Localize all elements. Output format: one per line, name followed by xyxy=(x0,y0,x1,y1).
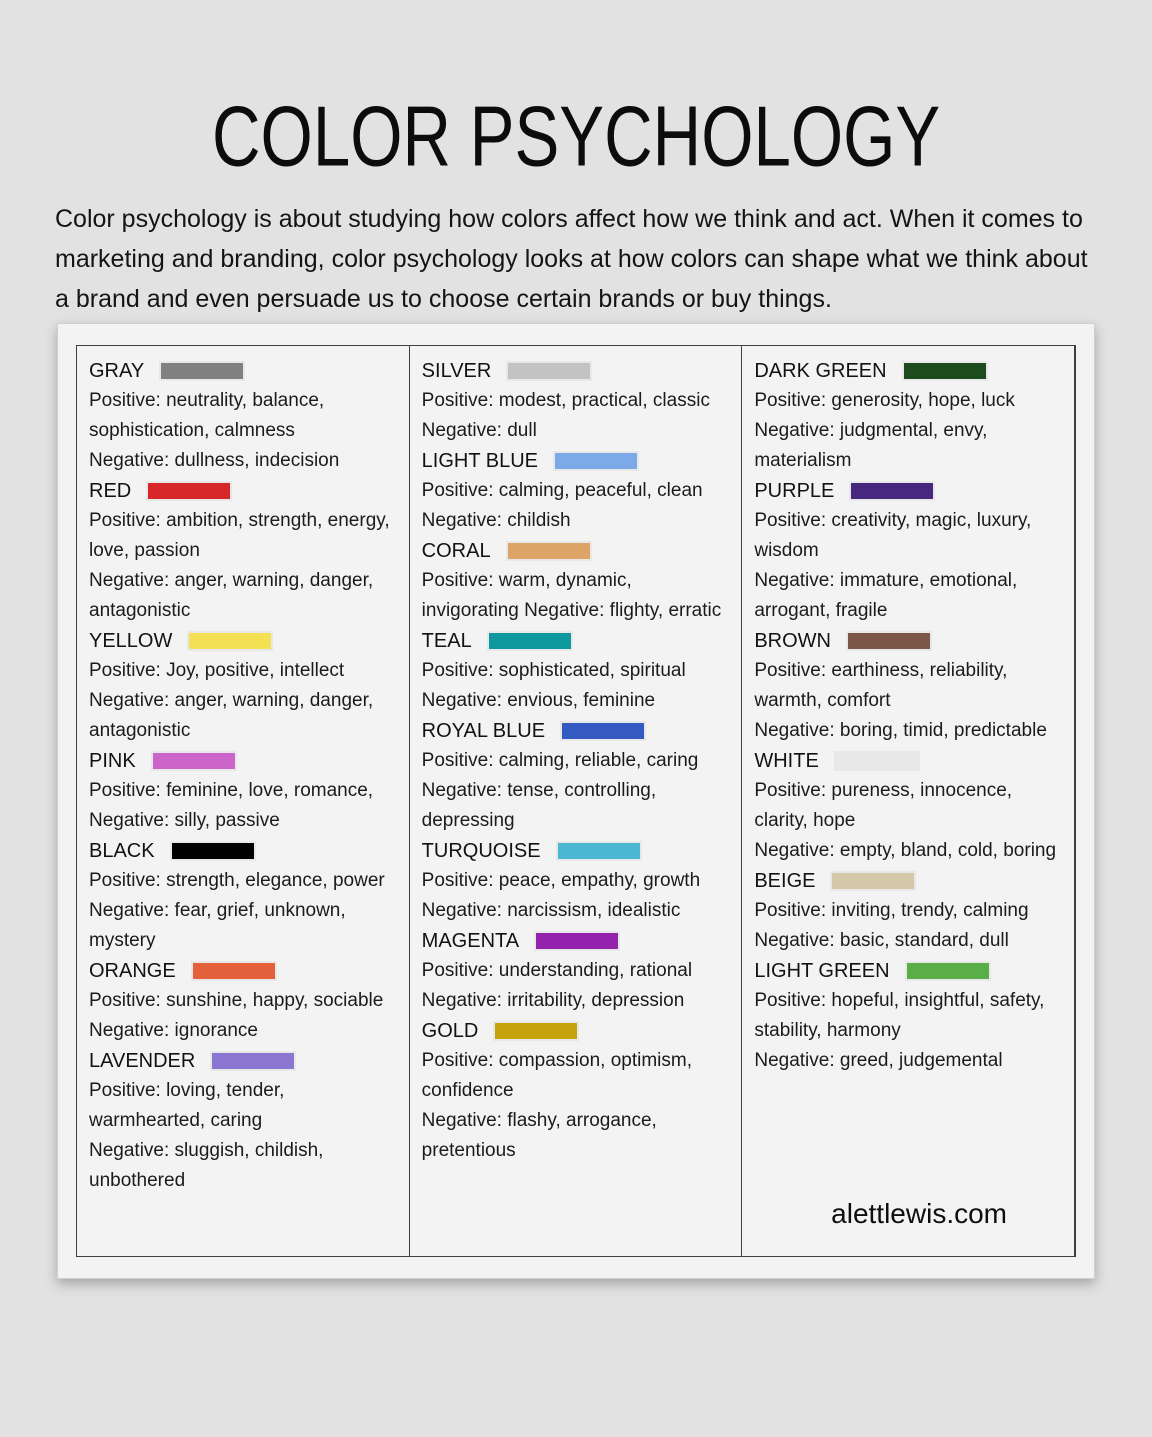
color-entry xyxy=(754,866,1064,956)
color-entry xyxy=(422,836,732,926)
color-description: Positive: sunshine, happy, sociable Negative: ignorance xyxy=(89,990,384,1041)
color-entry-header xyxy=(89,746,399,776)
color-entry xyxy=(422,536,732,626)
color-entry xyxy=(89,356,399,476)
color-description: Positive: modest, practical, classic Negative: dull xyxy=(421,390,710,441)
color-entry xyxy=(422,926,732,1016)
color-name: MAGENTA xyxy=(421,930,520,952)
color-entry xyxy=(754,626,1064,746)
color-entry-header xyxy=(89,626,399,656)
color-name: LIGHT GREEN xyxy=(754,960,890,982)
color-psychology-card xyxy=(57,323,1095,1279)
color-swatch xyxy=(151,751,237,771)
color-swatch xyxy=(849,481,935,501)
color-swatch xyxy=(187,631,273,651)
swatch-column xyxy=(742,346,1075,1256)
color-name: GOLD xyxy=(421,1020,479,1042)
color-name: PURPLE xyxy=(754,480,835,502)
color-entry xyxy=(89,956,399,1046)
color-entry-header xyxy=(422,926,732,956)
color-name: LAVENDER xyxy=(89,1050,196,1072)
color-name: ORANGE xyxy=(89,960,176,982)
color-description: Positive: ambition, strength, energy, love, passion Negative: anger, warning, danger, antagonistic xyxy=(89,510,390,621)
color-description: Positive: peace, empathy, growth Negative: narcissism, idealistic xyxy=(421,870,701,921)
color-name: TURQUOISE xyxy=(421,840,541,862)
color-entry-header xyxy=(754,866,1064,896)
color-swatch xyxy=(506,361,592,381)
color-name: CORAL xyxy=(421,540,491,562)
color-swatch xyxy=(556,841,642,861)
color-entry-header xyxy=(754,476,1064,506)
color-entry xyxy=(754,476,1064,626)
color-name: BEIGE xyxy=(754,870,816,892)
color-entry-header xyxy=(422,836,732,866)
color-entry-header xyxy=(89,956,399,986)
color-entry xyxy=(754,956,1064,1076)
color-entry-header xyxy=(422,716,732,746)
color-description: Positive: feminine, love, romance, Negative: silly, passive xyxy=(89,780,374,831)
color-swatch xyxy=(159,361,245,381)
page-title-wrap xyxy=(0,88,1152,185)
color-description: Positive: inviting, trendy, calming Negative: basic, standard, dull xyxy=(754,900,1029,951)
color-name: PINK xyxy=(89,750,136,772)
color-entry xyxy=(422,356,732,446)
color-description: Positive: generosity, hope, luck Negative: judgmental, envy, materialism xyxy=(754,390,1015,471)
color-swatch xyxy=(210,1051,296,1071)
color-description: Positive: loving, tender, warmhearted, caring Negative: sluggish, childish, unbothered xyxy=(89,1080,324,1191)
color-swatch xyxy=(506,541,592,561)
color-description: Positive: creativity, magic, luxury, wisdom Negative: immature, emotional, arrogant, fragile xyxy=(754,510,1032,621)
color-description: Positive: strength, elegance, power Negative: fear, grief, unknown, mystery xyxy=(89,870,385,951)
color-entry-header xyxy=(422,446,732,476)
color-swatch xyxy=(534,931,620,951)
color-name: DARK GREEN xyxy=(754,360,887,382)
color-description: Positive: calming, reliable, caring Negative: tense, controlling, depressing xyxy=(421,750,699,831)
color-description: Positive: compassion, optimism, confidence Negative: flashy, arrogance, pretentious xyxy=(421,1050,692,1161)
color-entry xyxy=(89,476,399,626)
color-name: BLACK xyxy=(89,840,155,862)
color-entry xyxy=(89,1046,399,1196)
color-name: GRAY xyxy=(89,360,145,382)
color-entry-header xyxy=(754,356,1064,386)
color-description: Positive: warm, dynamic, invigorating Negative: flighty, erratic xyxy=(421,570,722,621)
color-entry xyxy=(89,746,399,836)
color-name: ROYAL BLUE xyxy=(421,720,546,742)
color-description: Positive: earthiness, reliability, warmth, comfort Negative: boring, timid, predictable xyxy=(754,660,1047,741)
color-description: Positive: Joy, positive, intellect Negative: anger, warning, danger, antagonistic xyxy=(89,660,374,741)
color-description: Positive: calming, peaceful, clean Negative: childish xyxy=(421,480,703,531)
color-entry-header xyxy=(754,746,1064,776)
color-name: SILVER xyxy=(421,360,492,382)
color-entry-header xyxy=(754,626,1064,656)
color-entry-header xyxy=(89,1046,399,1076)
color-name: BROWN xyxy=(754,630,832,652)
website-credit: alettlewis.com xyxy=(831,1198,1007,1229)
color-entry-header xyxy=(89,836,399,866)
color-description: Positive: hopeful, insightful, safety, stability, harmony Negative: greed, judgemental xyxy=(754,990,1045,1071)
color-description: Positive: neutrality, balance, sophistication, calmness Negative: dullness, indecision xyxy=(89,390,340,471)
color-entry-header xyxy=(422,536,732,566)
color-entry-header xyxy=(422,1016,732,1046)
color-swatch xyxy=(170,841,256,861)
color-name: LIGHT BLUE xyxy=(421,450,539,472)
color-entry-header xyxy=(422,626,732,656)
swatch-column xyxy=(77,346,410,1256)
color-entry xyxy=(422,1016,732,1166)
swatch-column xyxy=(410,346,743,1256)
color-entry xyxy=(422,626,732,716)
color-description: Positive: understanding, rational Negative: irritability, depression xyxy=(421,960,693,1011)
page-title: COLOR PSYCHOLOGY xyxy=(211,88,941,184)
color-entry xyxy=(89,836,399,956)
color-name: YELLOW xyxy=(89,630,173,652)
color-name: RED xyxy=(89,480,132,502)
color-description: Positive: sophisticated, spiritual Negative: envious, feminine xyxy=(421,660,686,711)
color-entry xyxy=(422,716,732,836)
color-entry xyxy=(422,446,732,536)
color-swatch xyxy=(146,481,232,501)
swatch-table xyxy=(76,345,1076,1257)
color-entry-header xyxy=(754,956,1064,986)
color-swatch xyxy=(560,721,646,741)
intro-paragraph: Color psychology is about studying how colors affect how we think and act. When it comes to marketing and branding, color psychology looks at how colors can shape what we think about a brand and even persuade us to choose certain brands or buy things. xyxy=(55,205,1088,313)
color-swatch xyxy=(846,631,932,651)
color-swatch xyxy=(905,961,991,981)
color-swatch xyxy=(902,361,988,381)
color-swatch xyxy=(487,631,573,651)
color-swatch xyxy=(493,1021,579,1041)
color-entry xyxy=(89,626,399,746)
color-name: TEAL xyxy=(421,630,472,652)
color-swatch xyxy=(553,451,639,471)
color-entry-header xyxy=(89,476,399,506)
color-swatch xyxy=(834,751,920,771)
color-entry-header xyxy=(89,356,399,386)
color-entry xyxy=(754,356,1064,476)
color-swatch xyxy=(191,961,277,981)
color-entry xyxy=(754,746,1064,866)
color-description: Positive: pureness, innocence, clarity, hope Negative: empty, bland, cold, boring xyxy=(754,780,1057,861)
color-name: WHITE xyxy=(754,750,819,772)
color-entry-header xyxy=(422,356,732,386)
color-swatch xyxy=(830,871,916,891)
